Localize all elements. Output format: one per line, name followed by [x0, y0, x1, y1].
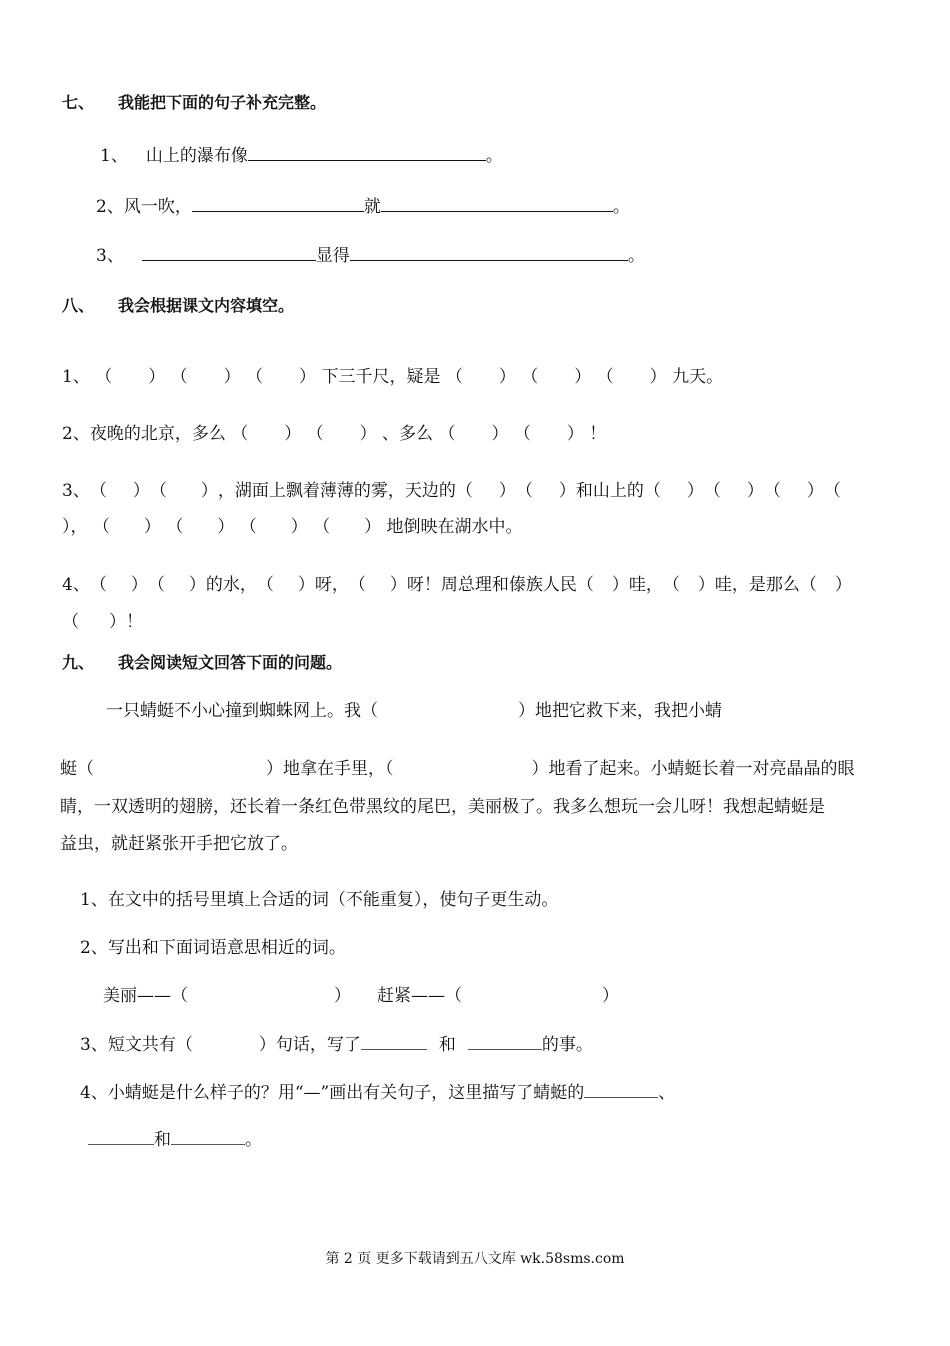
fill-paren[interactable]: （ ） [231, 424, 302, 444]
passage-text: ）地把它救下来，我把小蜻 [518, 701, 722, 721]
sec9-q2: 2、写出和下面词语意思相近的词。 [80, 938, 346, 958]
q-text: ） [334, 986, 351, 1006]
section-7-title: 七、 我能把下面的句子补充完整。 [62, 93, 327, 112]
fill-paren[interactable]: （ ） [596, 367, 667, 387]
fill-paren[interactable]: （ ） [95, 367, 166, 387]
passage-line-4: 益虫，就赶紧张开手把它放了。 [60, 834, 298, 854]
sec8-q3-line1 [62, 480, 841, 502]
fill-paren[interactable]: （ ） [348, 575, 407, 595]
answer-blank[interactable] [192, 194, 364, 212]
q-text: 和 [154, 1130, 171, 1150]
fill-paren-close[interactable]: ） [62, 517, 71, 537]
sec8-q4-line1 [62, 574, 852, 596]
q-end: ！ [126, 612, 143, 632]
q-text: 美丽——（ [103, 986, 188, 1006]
q-text: 赶紧——（ [377, 986, 462, 1006]
q-end: 。 [627, 246, 645, 266]
q-text: 的水， [205, 575, 257, 595]
q-text: 的事。 [541, 1035, 593, 1055]
q-text: ，湖面上飘着薄薄的雾，天边的 [217, 481, 456, 501]
q-text: ， [70, 517, 88, 537]
page-footer: 第 2 页 更多下载请到五八文库 wk.58sms.com [325, 1251, 625, 1267]
fill-paren[interactable]: （ ） [515, 481, 576, 501]
q-number: 1、 [100, 146, 128, 166]
sec7-q3 [96, 243, 645, 267]
q-text: 和山上的 [575, 481, 644, 501]
answer-blank[interactable] [142, 243, 316, 261]
q-number: 2、 [96, 197, 124, 217]
q-number: 1、 [62, 367, 90, 387]
fill-paren[interactable]: （ ） [643, 481, 704, 501]
section-8-title: 八、 我会根据课文内容填空。 [62, 296, 295, 315]
q-number: 4、 [62, 575, 90, 595]
sec9-q2-words [103, 985, 619, 1007]
fill-paren[interactable]: （ ） [62, 612, 126, 632]
q-end: ！ [589, 424, 607, 444]
fill-paren[interactable]: （ ） [89, 481, 150, 501]
fill-paren[interactable]: （ ） [438, 424, 509, 444]
q-end: 。 [485, 146, 503, 166]
q-text: 就 [363, 197, 381, 217]
q-number: 3、 [62, 481, 90, 501]
q-text: 哇， [628, 575, 663, 595]
fill-paren-open[interactable]: （ [823, 481, 841, 501]
fill-paren[interactable]: （ ） [703, 481, 764, 501]
sec8-q1 [62, 366, 723, 388]
q-text: 。 [245, 1130, 262, 1150]
q-text: 和 [438, 1035, 456, 1055]
answer-blank[interactable] [381, 194, 613, 212]
fill-paren[interactable]: （ ） [239, 517, 308, 537]
q-text: ） [602, 986, 619, 1006]
fill-paren[interactable]: （ ） [445, 367, 516, 387]
answer-blank[interactable] [361, 1033, 427, 1050]
sec8-q2 [62, 423, 606, 445]
passage-text: 蜓（ [60, 759, 94, 779]
answer-blank[interactable] [468, 1033, 542, 1050]
q-text: 、 [658, 1083, 676, 1103]
answer-blank[interactable] [584, 1081, 658, 1098]
passage-text: 一只蜻蜓不小心撞到蜘蛛网上。我（ [106, 701, 378, 721]
q-number: 2、 [62, 424, 90, 444]
q-text: 显得 [315, 246, 350, 266]
section-9-title: 九、 我会阅读短文回答下面的问题。 [62, 653, 343, 672]
passage-line-3: 睛，一双透明的翅膀，还长着一条红色带黑纹的尾巴，美丽极了。我多么想玩一会儿呀！我想起蜻蜓是 [60, 797, 825, 817]
q-text: 呀， [314, 575, 349, 595]
q-text: 夜晚的北京，多么 [89, 424, 226, 444]
fill-paren[interactable]: （ ） [166, 517, 235, 537]
sec9-q1: 1、在文中的括号里填上合适的词（不能重复），使句子更生动。 [80, 890, 559, 910]
fill-paren[interactable]: （ ） [521, 367, 592, 387]
sec9-q4-cont [88, 1128, 262, 1151]
sec7-q2 [96, 194, 630, 218]
fill-paren[interactable]: （ ） [576, 575, 629, 595]
answer-blank[interactable] [88, 1128, 154, 1145]
answer-blank[interactable] [350, 243, 628, 261]
q-text: 山上的瀑布像 [145, 146, 248, 166]
q-text: 九天。 [672, 367, 724, 387]
fill-paren[interactable]: （ ） [246, 367, 317, 387]
fill-paren[interactable]: （ ） [662, 575, 715, 595]
fill-paren[interactable]: （ ） [256, 575, 315, 595]
passage-line-1 [106, 700, 722, 722]
q-text: 4、小蜻蜓是什么样子的？用“—”画出有关句子，这里描写了蜻蜓的 [80, 1083, 585, 1103]
sec8-q4-line2 [62, 611, 143, 633]
q-end: 。 [612, 197, 630, 217]
answer-blank[interactable] [171, 1128, 245, 1145]
fill-paren[interactable]: （ ） [799, 575, 852, 595]
q-text: 呀！周总理和傣族人民 [406, 575, 577, 595]
fill-paren[interactable]: （ ） [92, 517, 161, 537]
q-text: ）句话，写了 [258, 1035, 361, 1055]
fill-paren[interactable]: （ ） [147, 575, 206, 595]
fill-paren[interactable]: （ ） [455, 481, 516, 501]
fill-paren[interactable]: （ ） [313, 517, 382, 537]
fill-paren[interactable]: （ ） [170, 367, 241, 387]
q-text: 3、短文共有（ [80, 1035, 193, 1055]
fill-paren[interactable]: （ ） [306, 424, 377, 444]
passage-text: ）地拿在手里，（ [266, 759, 394, 779]
sec9-q3 [80, 1033, 593, 1056]
q-number: 3、 [96, 246, 124, 266]
q-text: 地倒映在湖水中。 [386, 517, 523, 537]
fill-paren[interactable]: （ ） [89, 575, 148, 595]
fill-paren[interactable]: （ ） [149, 481, 218, 501]
passage-line-2 [60, 758, 855, 780]
passage-text: ）地看了起来。小蜻蜓长着一对亮晶晶的眼 [531, 759, 855, 779]
fill-paren[interactable]: （ ） [513, 424, 584, 444]
q-text: 风一吹， [123, 197, 192, 217]
answer-blank[interactable] [248, 143, 486, 161]
q-text: 哇，是那么 [714, 575, 800, 595]
sec9-q4 [80, 1081, 675, 1104]
q-text: 、多么 [382, 424, 434, 444]
q-text: 下三千尺，疑是 [321, 367, 441, 387]
sec7-q1 [100, 143, 503, 167]
fill-paren[interactable]: （ ） [763, 481, 824, 501]
sec8-q3-line2 [62, 516, 523, 538]
